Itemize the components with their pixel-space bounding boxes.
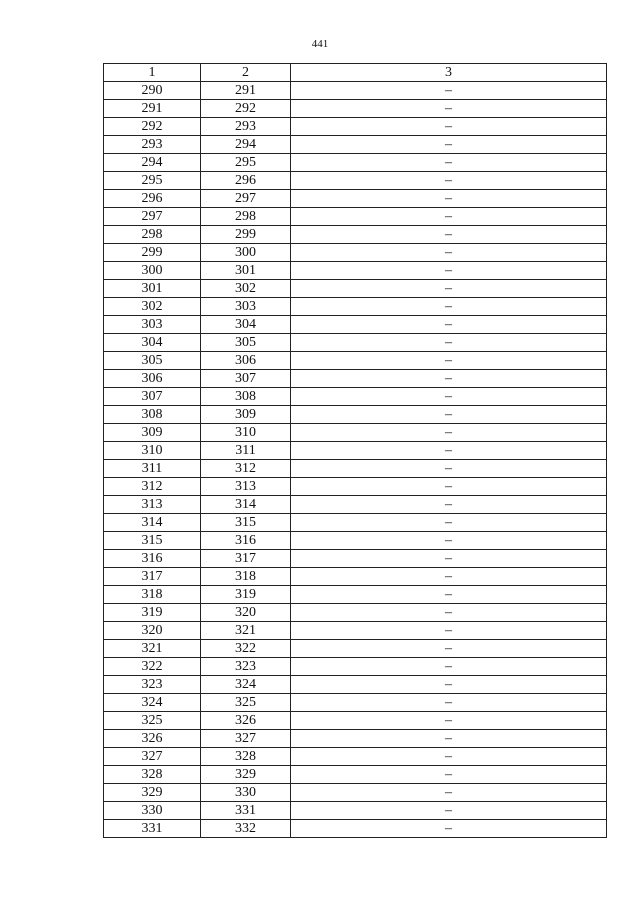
- table-cell: –: [291, 442, 607, 460]
- table-row: [104, 262, 607, 280]
- table-header-row: [104, 64, 607, 82]
- table-row: [104, 190, 607, 208]
- table-row: [104, 532, 607, 550]
- table-cell: –: [291, 802, 607, 820]
- table-row: [104, 316, 607, 334]
- table-cell: –: [291, 280, 607, 298]
- table-row: [104, 136, 607, 154]
- table-cell: 317: [201, 550, 291, 568]
- table-cell: 305: [104, 352, 201, 370]
- table-cell: 323: [104, 676, 201, 694]
- table-cell: –: [291, 316, 607, 334]
- table-row: [104, 334, 607, 352]
- data-table: [103, 63, 607, 838]
- table-cell: 330: [104, 802, 201, 820]
- table-row: [104, 622, 607, 640]
- table-row: [104, 784, 607, 802]
- table-cell: –: [291, 208, 607, 226]
- table-cell: 304: [104, 334, 201, 352]
- table-row: [104, 568, 607, 586]
- table-cell: –: [291, 406, 607, 424]
- table-cell: 327: [201, 730, 291, 748]
- table-cell: 324: [201, 676, 291, 694]
- table-cell: 324: [104, 694, 201, 712]
- table-cell: 298: [201, 208, 291, 226]
- table-row: [104, 604, 607, 622]
- table-cell: 310: [104, 442, 201, 460]
- table-cell: 290: [104, 82, 201, 100]
- table-cell: 318: [201, 568, 291, 586]
- table-cell: 315: [104, 532, 201, 550]
- table-cell: 296: [104, 190, 201, 208]
- table-cell: 292: [201, 100, 291, 118]
- table-cell: –: [291, 424, 607, 442]
- table-cell: 330: [201, 784, 291, 802]
- table-cell: –: [291, 604, 607, 622]
- table-cell: 302: [104, 298, 201, 316]
- table-cell: 328: [201, 748, 291, 766]
- table-cell: 298: [104, 226, 201, 244]
- table-row: [104, 766, 607, 784]
- table-cell: 323: [201, 658, 291, 676]
- table-cell: –: [291, 190, 607, 208]
- table-row: [104, 820, 607, 838]
- table-cell: 291: [104, 100, 201, 118]
- table-cell: 322: [104, 658, 201, 676]
- column-header: 1: [104, 64, 201, 82]
- table-row: [104, 82, 607, 100]
- table-cell: 305: [201, 334, 291, 352]
- table-cell: 318: [104, 586, 201, 604]
- table-cell: –: [291, 622, 607, 640]
- table-cell: 331: [104, 820, 201, 838]
- table-cell: 304: [201, 316, 291, 334]
- table-cell: –: [291, 226, 607, 244]
- table-row: [104, 694, 607, 712]
- table-cell: –: [291, 478, 607, 496]
- table-row: [104, 496, 607, 514]
- table-cell: 295: [201, 154, 291, 172]
- table-cell: –: [291, 352, 607, 370]
- table-cell: –: [291, 262, 607, 280]
- table-cell: 329: [201, 766, 291, 784]
- table-row: [104, 640, 607, 658]
- table-cell: 299: [104, 244, 201, 262]
- table-cell: –: [291, 298, 607, 316]
- table-cell: 313: [201, 478, 291, 496]
- table-cell: –: [291, 640, 607, 658]
- table-row: [104, 730, 607, 748]
- table-cell: 331: [201, 802, 291, 820]
- table-cell: 299: [201, 226, 291, 244]
- table-cell: 311: [201, 442, 291, 460]
- table-cell: –: [291, 694, 607, 712]
- table-cell: 317: [104, 568, 201, 586]
- table-cell: 329: [104, 784, 201, 802]
- table-cell: –: [291, 568, 607, 586]
- table-cell: 314: [104, 514, 201, 532]
- table-cell: –: [291, 154, 607, 172]
- table-cell: 300: [104, 262, 201, 280]
- table-cell: 306: [201, 352, 291, 370]
- table-row: [104, 460, 607, 478]
- table-cell: 303: [104, 316, 201, 334]
- table-row: [104, 298, 607, 316]
- page-number: 441: [311, 38, 329, 50]
- table-cell: –: [291, 730, 607, 748]
- table-row: [104, 226, 607, 244]
- table-cell: 308: [201, 388, 291, 406]
- table-row: [104, 388, 607, 406]
- table-cell: 307: [201, 370, 291, 388]
- table-cell: 326: [104, 730, 201, 748]
- table-cell: 321: [201, 622, 291, 640]
- table-row: [104, 406, 607, 424]
- table-row: [104, 748, 607, 766]
- table-cell: –: [291, 550, 607, 568]
- table-cell: 292: [104, 118, 201, 136]
- table-cell: –: [291, 370, 607, 388]
- table-row: [104, 712, 607, 730]
- table-cell: 311: [104, 460, 201, 478]
- table-cell: 321: [104, 640, 201, 658]
- table-row: [104, 550, 607, 568]
- table-cell: 301: [104, 280, 201, 298]
- table-cell: 302: [201, 280, 291, 298]
- table-cell: 296: [201, 172, 291, 190]
- table-cell: –: [291, 172, 607, 190]
- table-cell: 319: [201, 586, 291, 604]
- table-cell: 309: [104, 424, 201, 442]
- table-cell: –: [291, 748, 607, 766]
- table-cell: 320: [104, 622, 201, 640]
- table-row: [104, 658, 607, 676]
- table-cell: –: [291, 676, 607, 694]
- table-cell: –: [291, 460, 607, 478]
- table-cell: 308: [104, 406, 201, 424]
- table-cell: 313: [104, 496, 201, 514]
- table-row: [104, 118, 607, 136]
- table-row: [104, 514, 607, 532]
- table-cell: 327: [104, 748, 201, 766]
- table-cell: –: [291, 244, 607, 262]
- table-cell: –: [291, 82, 607, 100]
- table-cell: 294: [104, 154, 201, 172]
- table-cell: 322: [201, 640, 291, 658]
- column-header: 2: [201, 64, 291, 82]
- table-cell: 332: [201, 820, 291, 838]
- table-cell: 297: [104, 208, 201, 226]
- table-cell: 306: [104, 370, 201, 388]
- table-cell: 297: [201, 190, 291, 208]
- table-row: [104, 802, 607, 820]
- table-cell: 301: [201, 262, 291, 280]
- table-cell: –: [291, 514, 607, 532]
- table-cell: 291: [201, 82, 291, 100]
- table-cell: –: [291, 496, 607, 514]
- table-cell: –: [291, 586, 607, 604]
- table-row: [104, 478, 607, 496]
- table-cell: 312: [201, 460, 291, 478]
- table-cell: 310: [201, 424, 291, 442]
- table-cell: 328: [104, 766, 201, 784]
- table-cell: 325: [201, 694, 291, 712]
- table-row: [104, 100, 607, 118]
- table-cell: –: [291, 658, 607, 676]
- column-header: 3: [291, 64, 607, 82]
- table-row: [104, 172, 607, 190]
- table-row: [104, 154, 607, 172]
- table-row: [104, 586, 607, 604]
- table-cell: –: [291, 136, 607, 154]
- table-cell: 294: [201, 136, 291, 154]
- table-cell: 300: [201, 244, 291, 262]
- table-cell: 320: [201, 604, 291, 622]
- table-cell: 316: [201, 532, 291, 550]
- table-cell: 293: [104, 136, 201, 154]
- table-cell: 316: [104, 550, 201, 568]
- table-cell: 315: [201, 514, 291, 532]
- table-cell: –: [291, 100, 607, 118]
- table-row: [104, 352, 607, 370]
- table-body: [104, 82, 607, 838]
- table-cell: –: [291, 712, 607, 730]
- table-row: [104, 442, 607, 460]
- table-row: [104, 676, 607, 694]
- table-row: [104, 244, 607, 262]
- table-row: [104, 208, 607, 226]
- table-cell: 307: [104, 388, 201, 406]
- table-cell: 309: [201, 406, 291, 424]
- table-cell: 303: [201, 298, 291, 316]
- table-row: [104, 370, 607, 388]
- table-cell: 325: [104, 712, 201, 730]
- table-cell: –: [291, 784, 607, 802]
- table-cell: –: [291, 532, 607, 550]
- table-cell: 319: [104, 604, 201, 622]
- table-cell: 314: [201, 496, 291, 514]
- table-cell: –: [291, 334, 607, 352]
- table-cell: 295: [104, 172, 201, 190]
- table-cell: –: [291, 118, 607, 136]
- table-cell: –: [291, 766, 607, 784]
- table-cell: 312: [104, 478, 201, 496]
- table-row: [104, 280, 607, 298]
- table-cell: 293: [201, 118, 291, 136]
- table-cell: –: [291, 388, 607, 406]
- table-row: [104, 424, 607, 442]
- table-cell: –: [291, 820, 607, 838]
- table-cell: 326: [201, 712, 291, 730]
